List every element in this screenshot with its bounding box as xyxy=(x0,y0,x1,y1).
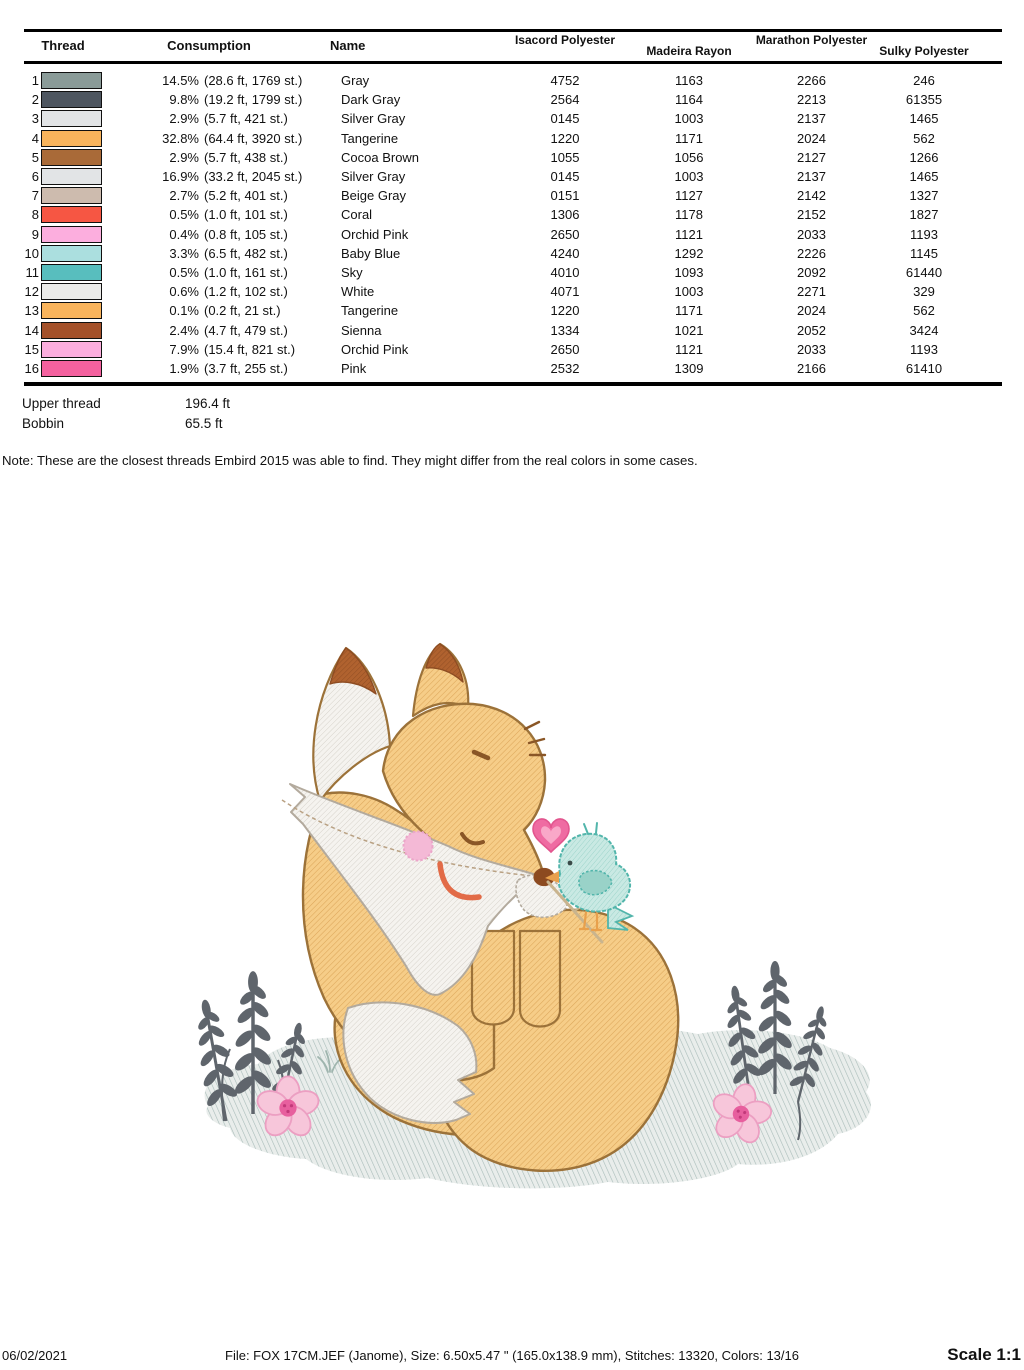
marathon-number-cell: 2152 xyxy=(797,207,826,223)
isacord-number-cell: 2532 xyxy=(550,360,580,376)
thread-name-cell: Dark Gray xyxy=(341,92,401,108)
thread-row xyxy=(24,301,1002,320)
madeira-number-cell: 1309 xyxy=(674,360,704,376)
marathon-number-cell: 2137 xyxy=(797,169,826,185)
swatch-cell xyxy=(40,302,102,319)
isacord-number-cell: 1306 xyxy=(550,207,580,223)
thread-row xyxy=(24,109,1002,128)
consumption-detail: (1.0 ft, 161 st.) xyxy=(204,264,288,280)
consumption-detail: (5.7 ft, 421 st.) xyxy=(204,111,288,127)
swatch-cell xyxy=(40,226,102,243)
header-consumption-label: Consumption xyxy=(167,38,251,53)
madeira-number-cell: 1121 xyxy=(675,341,703,357)
sulky-number-cell: 3424 xyxy=(909,322,939,338)
sulky-number-cell: 562 xyxy=(913,303,935,319)
swatch-cell xyxy=(40,110,102,127)
swatch-cell xyxy=(40,341,102,358)
color-swatch xyxy=(41,341,102,358)
consumption-detail: (6.5 ft, 482 st.) xyxy=(204,245,288,261)
thread-row xyxy=(24,263,1002,282)
thread-name-cell: Silver Gray xyxy=(341,111,406,127)
consumption-detail: (5.2 ft, 401 st.) xyxy=(204,188,288,204)
isacord-number-cell: 4010 xyxy=(550,264,580,280)
consumption-cell xyxy=(102,169,316,184)
consumption-detail: (3.7 ft, 255 st.) xyxy=(204,360,288,376)
marathon-number-cell: 2271 xyxy=(797,284,826,300)
consumption-detail: (33.2 ft, 2045 st.) xyxy=(204,169,303,185)
consumption-detail: (4.7 ft, 479 st.) xyxy=(204,322,288,338)
row-number: 12 xyxy=(24,284,39,300)
color-swatch xyxy=(41,322,102,339)
thread-row xyxy=(24,359,1002,378)
row-number: 5 xyxy=(31,149,39,165)
thread-row xyxy=(24,225,1002,244)
swatch-cell xyxy=(40,149,102,166)
thread-row xyxy=(24,129,1002,148)
sulky-number-cell: 1327 xyxy=(909,188,939,204)
consumption-detail: (28.6 ft, 1769 st.) xyxy=(204,73,303,89)
madeira-number-cell: 1127 xyxy=(675,188,703,204)
consumption-detail: (5.7 ft, 438 st.) xyxy=(204,149,288,165)
swatch-cell xyxy=(40,206,102,223)
consumption-detail: (0.8 ft, 105 st.) xyxy=(204,226,288,242)
row-number: 4 xyxy=(31,130,39,146)
row-number: 6 xyxy=(31,169,39,185)
note-text: Note: These are the closest threads Embird 2015 was able to find. They might differ from the real colors in some cases. xyxy=(2,453,698,468)
isacord-number-cell: 2564 xyxy=(550,92,580,108)
consumption-percent: 0.6% xyxy=(169,284,199,300)
thread-row xyxy=(24,340,1002,359)
header-name-label: Name xyxy=(330,38,366,53)
consumption-percent: 0.5% xyxy=(169,207,199,223)
madeira-number-cell: 1171 xyxy=(675,130,703,146)
sulky-number-cell: 1266 xyxy=(909,149,939,165)
sulky-number-cell: 329 xyxy=(913,284,935,300)
consumption-cell xyxy=(102,73,316,88)
swatch-cell xyxy=(40,322,102,339)
thread-row xyxy=(24,282,1002,301)
consumption-percent: 2.9% xyxy=(169,111,199,127)
marathon-number-cell: 2213 xyxy=(797,92,826,108)
header-thread-label: Thread xyxy=(41,38,85,53)
row-number: 16 xyxy=(24,360,39,376)
bobbin-row xyxy=(22,414,230,434)
madeira-number-cell: 1171 xyxy=(675,303,703,319)
consumption-percent: 0.4% xyxy=(169,226,199,242)
row-number: 8 xyxy=(31,207,39,223)
bird-eye xyxy=(568,861,573,866)
bobbin-label: Bobbin xyxy=(22,415,65,431)
consumption-cell xyxy=(102,265,316,280)
consumption-detail: (0.2 ft, 21 st.) xyxy=(204,303,281,319)
isacord-number-cell: 4071 xyxy=(550,284,580,300)
color-swatch xyxy=(41,245,102,262)
thread-table xyxy=(24,29,1002,386)
isacord-number-cell: 2650 xyxy=(550,226,580,242)
sulky-number-cell: 1145 xyxy=(910,245,938,261)
consumption-percent: 2.9% xyxy=(169,149,199,165)
color-swatch xyxy=(41,206,102,223)
sulky-number-cell: 1193 xyxy=(910,341,938,357)
consumption-cell xyxy=(102,303,316,318)
color-swatch xyxy=(41,110,102,127)
swatch-cell xyxy=(40,72,102,89)
header-brand-marathon: Marathon Polyester xyxy=(755,33,868,47)
thread-row xyxy=(24,148,1002,167)
isacord-number-cell: 1334 xyxy=(550,322,580,338)
madeira-number-cell: 1178 xyxy=(675,207,703,223)
madeira-number-cell: 1003 xyxy=(674,284,704,300)
row-number: 11 xyxy=(25,264,39,280)
sulky-number-cell: 1193 xyxy=(910,226,938,242)
consumption-cell xyxy=(102,92,316,107)
header-brand-madeira: Madeira Rayon xyxy=(646,44,732,58)
consumption-percent: 32.8% xyxy=(162,130,199,146)
row-number: 9 xyxy=(31,226,39,242)
thread-row xyxy=(24,205,1002,224)
consumption-cell xyxy=(102,284,316,299)
row-number: 7 xyxy=(31,188,39,204)
isacord-number-cell: 1220 xyxy=(550,303,580,319)
consumption-percent: 7.9% xyxy=(169,341,199,357)
marathon-number-cell: 2166 xyxy=(797,360,826,376)
color-swatch xyxy=(41,226,102,243)
consumption-cell xyxy=(102,188,316,203)
thread-name-cell: Cocoa Brown xyxy=(341,149,420,165)
madeira-number-cell: 1021 xyxy=(674,322,704,338)
row-number: 15 xyxy=(24,341,39,357)
thread-name-cell: Beige Gray xyxy=(341,188,407,204)
thread-name-cell: White xyxy=(341,284,375,300)
marathon-number-cell: 2226 xyxy=(797,245,826,261)
consumption-detail: (15.4 ft, 821 st.) xyxy=(204,341,296,357)
sulky-number-cell: 1465 xyxy=(909,111,939,127)
madeira-number-cell: 1093 xyxy=(674,264,704,280)
thread-row xyxy=(24,244,1002,263)
thread-name-cell: Pink xyxy=(341,360,367,376)
upper-thread-value: 196.4 ft xyxy=(185,396,231,411)
row-number: 1 xyxy=(31,73,39,89)
isacord-number-cell: 0151 xyxy=(550,188,580,204)
color-swatch xyxy=(41,360,102,377)
bobbin-value: 65.5 ft xyxy=(185,415,223,431)
madeira-number-cell: 1003 xyxy=(674,111,704,127)
header-brand-sulky: Sulky Polyester xyxy=(879,44,969,58)
color-swatch xyxy=(41,168,102,185)
marathon-number-cell: 2052 xyxy=(797,322,826,338)
sulky-number-cell: 1465 xyxy=(909,169,939,185)
cheek-blush xyxy=(404,832,433,861)
heart xyxy=(533,819,569,852)
thread-name-cell: Tangerine xyxy=(341,130,399,146)
thread-name-cell: Baby Blue xyxy=(341,245,401,261)
row-number: 13 xyxy=(24,303,39,319)
isacord-number-cell: 0145 xyxy=(550,111,580,127)
madeira-number-cell: 1164 xyxy=(675,92,703,108)
color-swatch xyxy=(41,187,102,204)
consumption-percent: 2.7% xyxy=(169,188,199,204)
thread-row xyxy=(24,320,1002,339)
madeira-number-cell: 1121 xyxy=(675,226,703,242)
thread-row xyxy=(24,186,1002,205)
swatch-cell xyxy=(40,91,102,108)
consumption-cell xyxy=(102,246,316,261)
marathon-number-cell: 2142 xyxy=(797,188,826,204)
color-swatch xyxy=(41,264,102,281)
footer-date: 06/02/2021 xyxy=(2,1348,68,1363)
color-swatch xyxy=(41,91,102,108)
color-swatch xyxy=(41,302,102,319)
sulky-number-cell: 562 xyxy=(913,130,935,146)
isacord-number-cell: 2650 xyxy=(550,341,580,357)
consumption-cell xyxy=(102,227,316,242)
sulky-number-cell: 61440 xyxy=(905,264,943,280)
color-swatch xyxy=(41,130,102,147)
madeira-number-cell: 1056 xyxy=(674,149,704,165)
consumption-cell xyxy=(102,131,316,146)
madeira-number-cell: 1163 xyxy=(675,73,703,89)
consumption-cell xyxy=(102,111,316,126)
consumption-detail: (64.4 ft, 3920 st.) xyxy=(204,130,303,146)
row-number: 2 xyxy=(31,92,39,108)
upper-thread-label: Upper thread xyxy=(22,396,101,411)
consumption-percent: 2.4% xyxy=(169,322,199,338)
consumption-detail: (19.2 ft, 1799 st.) xyxy=(204,92,303,108)
row-number: 10 xyxy=(24,245,39,261)
swatch-cell xyxy=(40,187,102,204)
footer-file-info: File: FOX 17CM.JEF (Janome), Size: 6.50x5.47 " (165.0x138.9 mm), Stitches: 13320, Colors: 13/16 xyxy=(225,1348,799,1363)
consumption-percent: 14.5% xyxy=(162,73,199,89)
swatch-cell xyxy=(40,168,102,185)
swatch-cell xyxy=(40,360,102,377)
swatch-cell xyxy=(40,283,102,300)
thread-name-cell: Sky xyxy=(341,264,363,280)
marathon-number-cell: 2033 xyxy=(797,341,826,357)
consumption-percent: 16.9% xyxy=(162,169,199,185)
swatch-cell xyxy=(40,130,102,147)
isacord-number-cell: 4240 xyxy=(550,245,580,261)
thread-name-cell: Orchid Pink xyxy=(341,226,409,242)
consumption-detail: (1.2 ft, 102 st.) xyxy=(204,284,288,300)
thread-summary xyxy=(22,394,230,433)
madeira-number-cell: 1003 xyxy=(674,169,704,185)
madeira-number-cell: 1292 xyxy=(674,245,704,261)
consumption-percent: 3.3% xyxy=(169,245,199,261)
swatch-cell xyxy=(40,245,102,262)
swatch-cell xyxy=(40,264,102,281)
color-swatch xyxy=(41,283,102,300)
marathon-number-cell: 2092 xyxy=(797,264,826,280)
header-brand-isacord: Isacord Polyester xyxy=(514,33,616,47)
marathon-number-cell: 2033 xyxy=(797,226,826,242)
isacord-number-cell: 4752 xyxy=(550,73,580,89)
fox-paw-right xyxy=(520,931,560,1027)
sulky-number-cell: 1827 xyxy=(909,207,939,223)
consumption-detail: (1.0 ft, 101 st.) xyxy=(204,207,288,223)
consumption-percent: 9.8% xyxy=(169,92,199,108)
table-rows xyxy=(24,64,1002,382)
thread-name-cell: Sienna xyxy=(341,322,382,338)
footer-scale: Scale 1:1 xyxy=(947,1345,1021,1364)
color-swatch xyxy=(41,149,102,166)
marathon-number-cell: 2266 xyxy=(797,73,826,89)
consumption-cell xyxy=(102,150,316,165)
marathon-number-cell: 2137 xyxy=(797,111,826,127)
consumption-cell xyxy=(102,207,316,222)
marathon-number-cell: 2024 xyxy=(797,130,826,146)
bird-crest xyxy=(584,823,597,834)
thread-name-cell: Tangerine xyxy=(341,303,399,319)
thread-name-cell: Gray xyxy=(341,73,370,89)
consumption-cell xyxy=(102,361,316,376)
thread-row xyxy=(24,90,1002,109)
consumption-cell xyxy=(102,323,316,338)
thread-row xyxy=(24,71,1002,90)
consumption-percent: 0.1% xyxy=(169,303,199,319)
thread-name-cell: Silver Gray xyxy=(341,169,406,185)
sulky-number-cell: 61410 xyxy=(905,360,943,376)
consumption-cell xyxy=(102,342,316,357)
consumption-percent: 1.9% xyxy=(169,360,199,376)
upper-thread-row xyxy=(22,394,230,414)
isacord-number-cell: 0145 xyxy=(550,169,580,185)
consumption-percent: 0.5% xyxy=(169,264,199,280)
color-swatch xyxy=(41,72,102,89)
isacord-number-cell: 1220 xyxy=(550,130,580,146)
row-number: 14 xyxy=(24,322,39,338)
embroidery-design xyxy=(178,636,878,1196)
table-bottom-rule xyxy=(24,382,1002,386)
isacord-number-cell: 1055 xyxy=(550,149,580,165)
marathon-number-cell: 2127 xyxy=(797,149,826,165)
row-number: 3 xyxy=(31,111,39,127)
marathon-number-cell: 2024 xyxy=(797,303,826,319)
thread-row xyxy=(24,167,1002,186)
thread-name-cell: Orchid Pink xyxy=(341,341,409,357)
thread-name-cell: Coral xyxy=(341,207,373,223)
table-header xyxy=(24,32,1002,61)
sulky-number-cell: 246 xyxy=(913,73,935,89)
sulky-number-cell: 61355 xyxy=(905,92,943,108)
